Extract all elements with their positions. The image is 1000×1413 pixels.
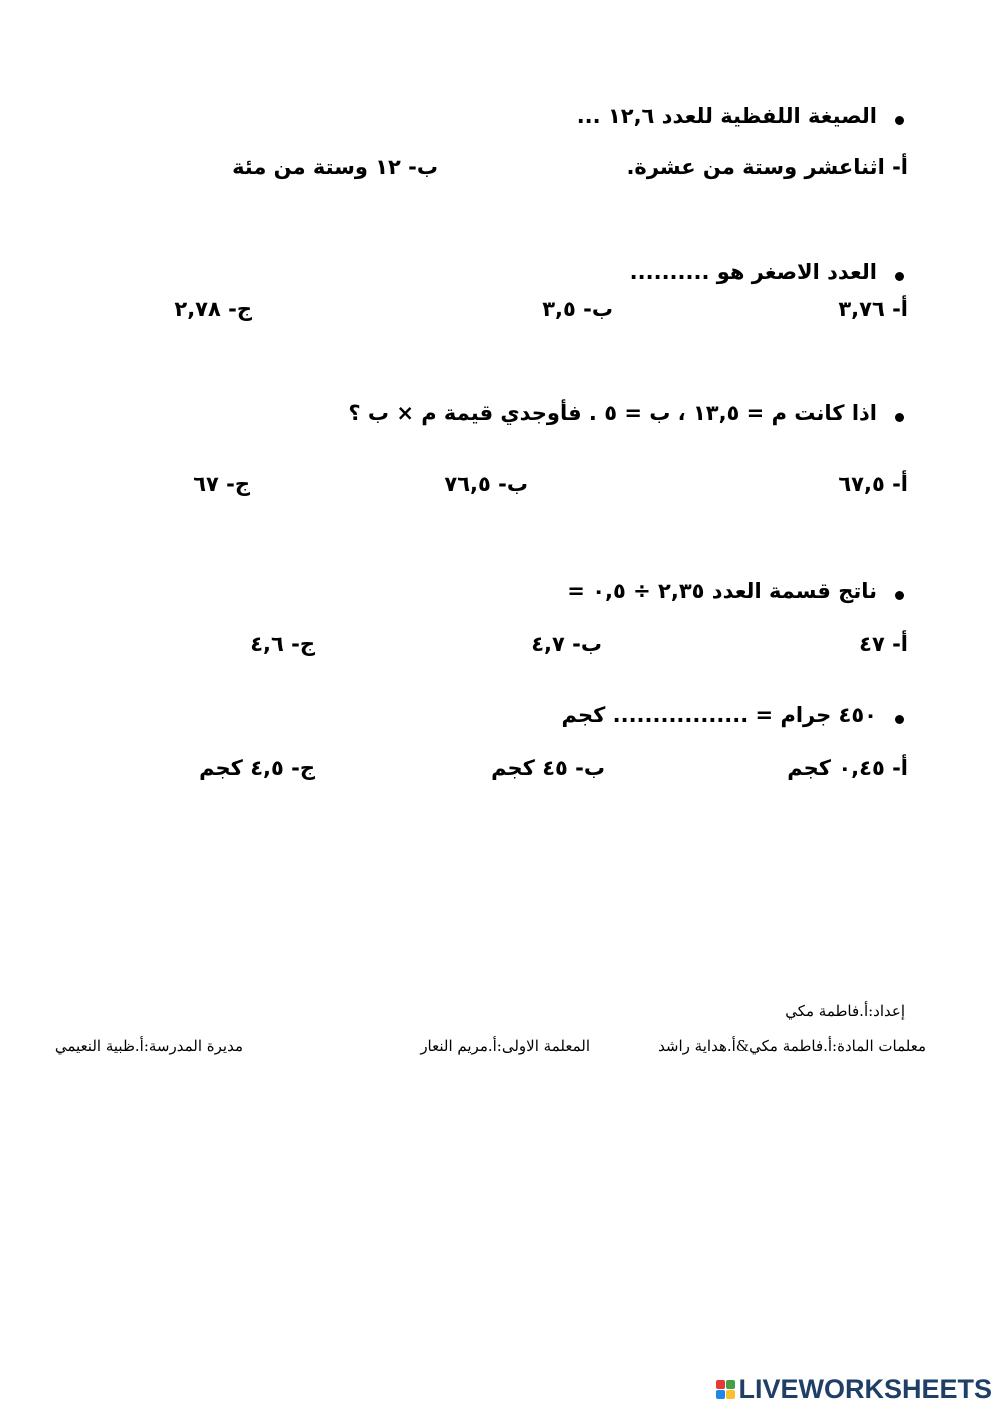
brand-square-blue	[716, 1390, 725, 1399]
question-4-option-a[interactable]: أ- ٤٧	[859, 632, 908, 656]
prepared-by: إعداد:أ.فاطمة مكي	[785, 1002, 905, 1020]
question-2-option-b[interactable]: ب- ٣,٥	[542, 297, 613, 321]
lead-teacher: المعلمة الاولى:أ.مريم النعار	[420, 1037, 590, 1055]
question-2-option-c[interactable]: ج- ٢,٧٨	[174, 297, 252, 321]
question-5-option-a[interactable]: أ- ٠,٤٥ كجم	[787, 756, 908, 780]
question-3-text: اذا كانت م = ١٣,٥ ، ب = ٥ . فأوجدي قيمة م × ب ؟	[348, 401, 877, 425]
bullet-icon	[895, 591, 904, 600]
question-1-option-a[interactable]: أ- اثناعشر وستة من عشرة.	[626, 155, 908, 179]
brand-square-red	[716, 1380, 725, 1389]
question-5-option-b[interactable]: ب- ٤٥ كجم	[491, 756, 605, 780]
brand-grid-icon	[716, 1380, 735, 1399]
question-5-text: ٤٥٠ جرام = ................. كجم	[561, 703, 877, 727]
question-5-option-c[interactable]: ج- ٤,٥ كجم	[199, 756, 315, 780]
question-4-option-c[interactable]: ج- ٤,٦	[250, 632, 315, 656]
question-2-text: العدد الاصغر هو ..........	[629, 260, 877, 284]
principal: مديرة المدرسة:أ.ظبية النعيمي	[54, 1037, 243, 1055]
question-1-text: الصيغة اللفظية للعدد ١٢,٦ ...	[576, 104, 877, 128]
question-2-option-a[interactable]: أ- ٣,٧٦	[838, 297, 908, 321]
question-1-option-b[interactable]: ب- ١٢ وستة من مئة	[232, 155, 438, 179]
bullet-icon	[895, 413, 904, 422]
bullet-icon	[895, 715, 904, 724]
bullet-icon	[895, 272, 904, 281]
question-3-option-a[interactable]: أ- ٦٧,٥	[838, 472, 908, 496]
brand-square-green	[726, 1380, 735, 1389]
brand-square-yellow	[726, 1390, 735, 1399]
question-4-option-b[interactable]: ب- ٤,٧	[531, 632, 602, 656]
question-4-text: ناتج قسمة العدد ٢,٣٥ ÷ ٠,٥ =	[567, 579, 877, 603]
question-3-option-b[interactable]: ب- ٧٦,٥	[444, 472, 528, 496]
subject-teachers: معلمات المادة:أ.فاطمة مكي&أ.هداية راشد	[658, 1037, 926, 1055]
brand-logo	[716, 1374, 992, 1405]
bullet-icon	[895, 116, 904, 125]
question-3-option-c[interactable]: ج- ٦٧	[193, 472, 250, 496]
brand-name: LIVEWORKSHEETS	[738, 1374, 992, 1404]
